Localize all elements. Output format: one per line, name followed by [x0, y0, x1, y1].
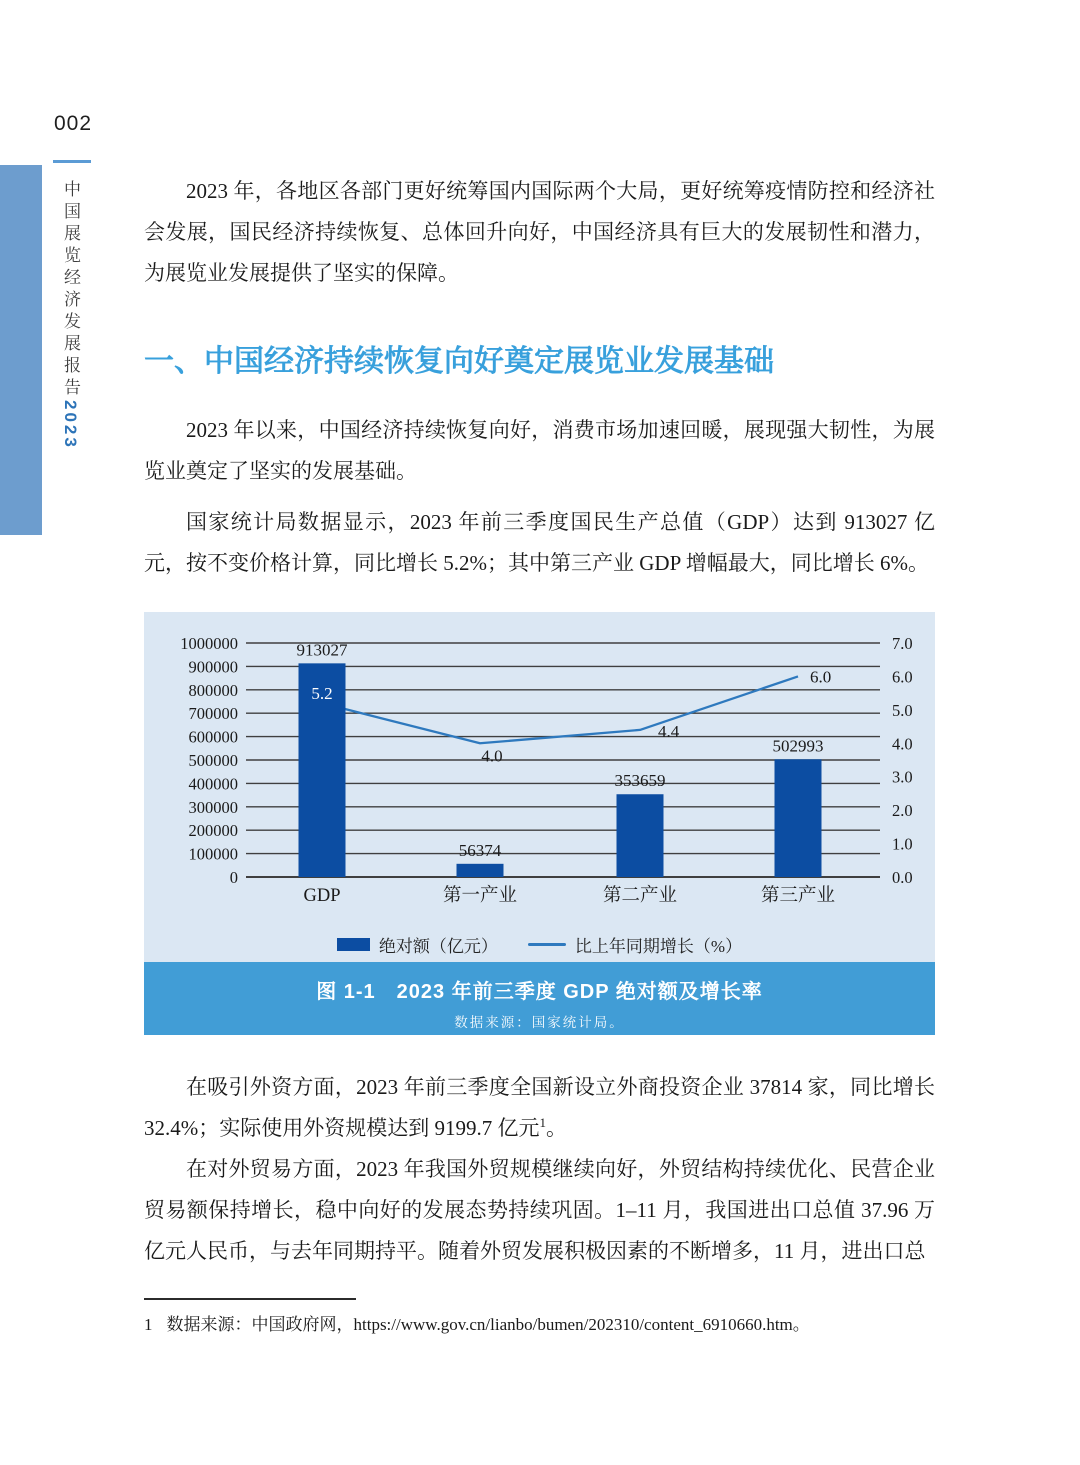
- figure-1-1: [144, 612, 935, 1035]
- paragraph-gdp-stats: 国家统计局数据显示，2023 年前三季度国民生产总值（GDP）达到 913027 亿元，按不变价格计算，同比增长 5.2%；其中第三产业 GDP 增幅最大，同比增长 6%。: [144, 510, 935, 575]
- page-number-rule: [53, 160, 91, 163]
- paragraph-recovery: 2023 年以来，中国经济持续恢复向好，消费市场加速回暖，展现强大韧性，为展览业奠定了坚实的发展基础。: [144, 418, 935, 483]
- bar-第一产业: [457, 864, 504, 877]
- figure-plot-area: [144, 612, 935, 962]
- figure-source: 数据来源：国家统计局。: [454, 1015, 625, 1030]
- legend-bar-swatch: [337, 938, 370, 951]
- right-axis-tick: 0.0: [892, 868, 913, 887]
- bar-value-label: 913027: [296, 640, 348, 660]
- line-value-label: 4.4: [658, 721, 680, 741]
- sidebar-title-year: 2023: [61, 400, 80, 450]
- main-column: [144, 0, 935, 1338]
- category-label: 第一产业: [442, 886, 518, 906]
- paragraph-foreign-trade: 在对外贸易方面，2023 年我国外贸规模继续向好，外贸结构持续优化、民营企业贸易额保持增长，稳中向好的发展态势持续巩固。1–11 月，我国进出口总值 37.96 万亿元人民币，与去年同期持平。随着外贸发展积极因素的不断增多，11 月，进出口总: [144, 1157, 935, 1263]
- bar-value-label: 502993: [772, 736, 824, 756]
- footnote-text: 数据来源：中国政府网，https://www.gov.cn/lianbo/bumen/202310/content_6910660.htm。: [166, 1315, 810, 1334]
- right-axis-tick: 1.0: [892, 834, 913, 854]
- left-axis-tick: 200000: [188, 821, 238, 841]
- page-number: 002: [54, 112, 93, 135]
- right-axis-tick: 6.0: [892, 667, 913, 687]
- figure-caption: 图 1-1 2023 年前三季度 GDP 绝对额及增长率: [316, 981, 763, 1003]
- footnote-reference: 1: [539, 1115, 546, 1130]
- left-axis-tick: 700000: [188, 704, 238, 724]
- left-axis-tick: 400000: [188, 774, 238, 794]
- footnote-marker: 1: [144, 1315, 153, 1334]
- paragraph-intro: 2023 年，各地区各部门更好统筹国内国际两个大局，更好统筹疫情防控和经济社会发展，国民经济持续恢复、总体回升向好，中国经济具有巨大的发展韧性和潜力，为展览业发展提供了坚实的保障。: [144, 179, 935, 285]
- left-axis-tick: 1000000: [180, 634, 238, 653]
- bar-第三产业: [775, 759, 822, 877]
- line-value-label: 5.2: [311, 684, 333, 704]
- bar-value-label: 56374: [458, 840, 502, 860]
- paragraph-foreign-investment-text: 在吸引外资方面，2023 年前三季度全国新设立外商投资企业 37814 家，同比增长 32.4%；实际使用外资规模达到 9199.7 亿元: [144, 1075, 935, 1140]
- figure-caption-band: [144, 962, 935, 1035]
- bar-value-label: 353659: [614, 771, 666, 791]
- section-heading: 一、中国经济持续恢复向好奠定展览业发展基础: [144, 345, 774, 378]
- paragraph-foreign-investment-tail: 。: [546, 1116, 567, 1140]
- right-axis-tick: 4.0: [892, 734, 913, 754]
- line-value-label: 4.0: [481, 746, 503, 766]
- left-axis-tick: 900000: [188, 657, 238, 677]
- legend-line-swatch: [528, 943, 566, 946]
- figure-legend: [144, 921, 935, 967]
- footnote: [144, 1312, 935, 1338]
- right-axis-tick: 2.0: [892, 801, 913, 821]
- right-axis-tick: 5.0: [892, 700, 913, 720]
- footnote-divider: [144, 1298, 356, 1300]
- category-label: GDP: [303, 886, 341, 906]
- gdp-bar-line-chart: [144, 612, 935, 916]
- left-axis-tick: 800000: [188, 680, 238, 700]
- legend-line-label: 比上年同期增长（%）: [574, 936, 743, 956]
- left-axis-tick: 600000: [188, 727, 238, 747]
- left-axis-tick: 100000: [188, 844, 238, 864]
- sidebar-running-title: [58, 180, 82, 450]
- category-label: 第三产业: [760, 886, 836, 906]
- left-axis-tick: 500000: [188, 751, 238, 770]
- category-label: 第二产业: [602, 886, 678, 906]
- sidebar-title-text: 中国展览经济发展报告: [61, 180, 80, 400]
- right-axis-tick: 3.0: [892, 767, 913, 787]
- right-axis-tick: 7.0: [892, 634, 913, 653]
- legend-bar-label: 绝对额（亿元）: [378, 936, 498, 956]
- growth-line: [322, 676, 798, 743]
- paragraph-foreign-investment: [144, 1067, 935, 1149]
- left-axis-tick: 300000: [188, 797, 238, 817]
- bar-第二产业: [617, 794, 664, 877]
- sidebar-color-bar: [0, 165, 42, 535]
- line-value-label: 6.0: [810, 667, 832, 687]
- left-axis-tick: 0: [229, 868, 238, 887]
